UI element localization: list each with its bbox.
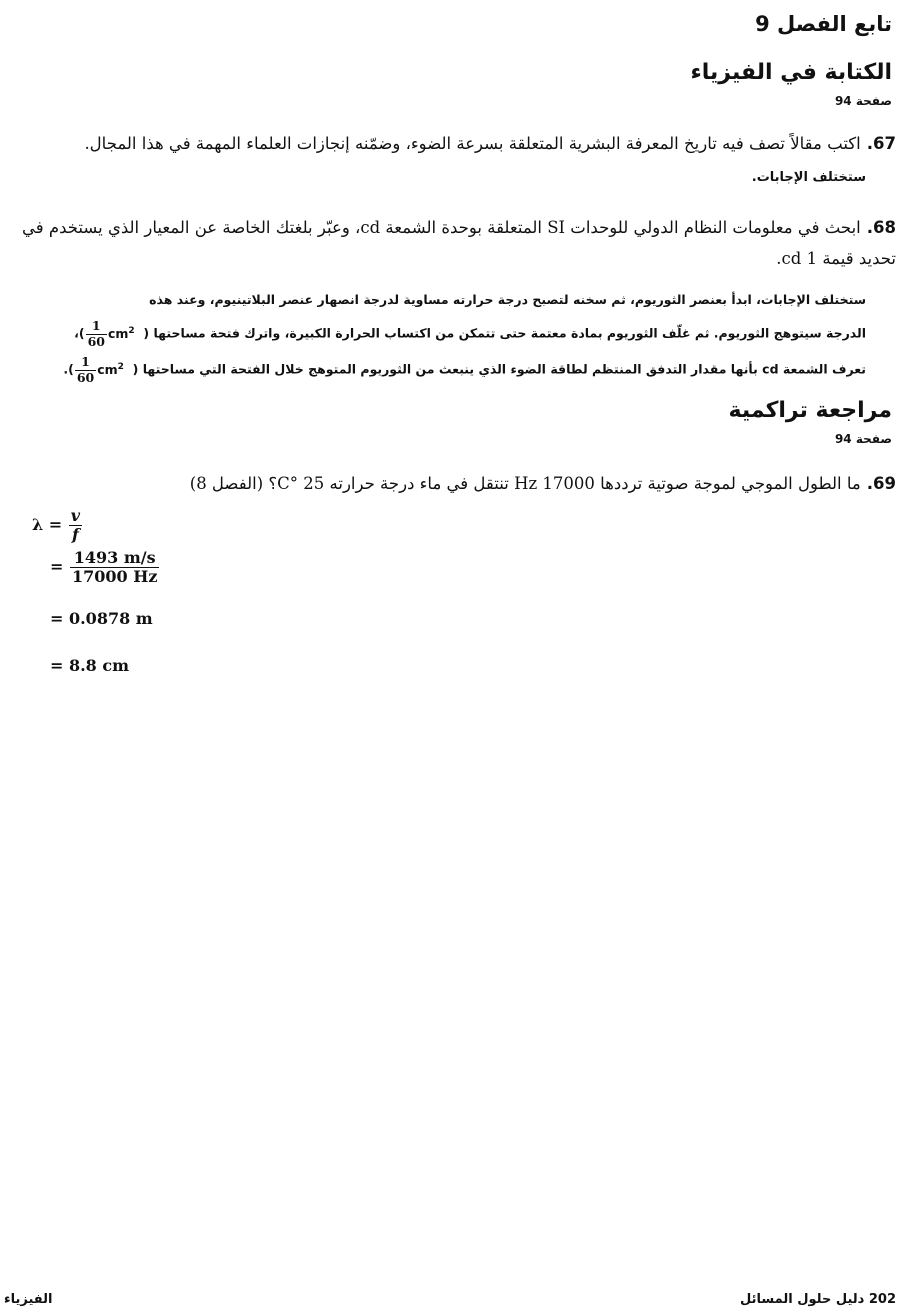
section-title-review: مراجعة تراكمية bbox=[728, 398, 892, 423]
question-69 bbox=[6, 468, 896, 499]
page-number: 202 bbox=[868, 1292, 896, 1307]
equation-result-cm: = 8.8 cm bbox=[50, 656, 130, 675]
answer-68-line-3 bbox=[63, 356, 866, 384]
answer-68-line-1: ستختلف الإجابات، ابدأ بعنصر الثوريوم، ثم سخنه لتصبح درجة حرارته مساوية لدرجة انصهار عنصر البلاتينيوم، وعند هذه bbox=[149, 292, 866, 307]
answer-68-line-2 bbox=[74, 320, 866, 348]
footer-book bbox=[740, 1292, 896, 1307]
v-over-f: $\frac{v}{f}$ bbox=[70, 506, 81, 544]
question-68-number: 68. bbox=[866, 218, 896, 237]
section-page-ref-review: صفحة 94 bbox=[834, 432, 892, 446]
fraction: $\frac{1}{60}$ bbox=[87, 318, 105, 349]
question-67 bbox=[6, 128, 896, 159]
footer-subject: الفيزياء bbox=[4, 1292, 53, 1307]
fraction: $\frac{1}{60}$ bbox=[76, 354, 95, 385]
area-expression: $\frac{1}{60}$ $cm^2$ bbox=[87, 318, 135, 349]
question-68-text: ابحث في معلومات النظام الدولي للوحدات SI المتعلقة بوحدة الشمعة cd، وعبّر بلغتك الخاصة عن المعيار الذي يستخدم في تحديد قيمة 1 cd. bbox=[22, 218, 896, 268]
answer-68-line-3-text: تعرف الشمعة cd بأنها مقدار التدفق المنتظم لطاقة الضوء الذي ينبعث من الثوريوم المتوهج خلال الفتحة التي مساحتها ( bbox=[132, 361, 866, 377]
question-67-number: 67. bbox=[866, 134, 896, 153]
chapter-title: تابع الفصل 9 bbox=[755, 12, 892, 36]
equation-substitution: = $\frac{1493 m/s}{17000 Hz}$ bbox=[50, 548, 158, 586]
question-68 bbox=[0, 212, 896, 274]
answer-68-line-3-end: ). bbox=[63, 361, 74, 377]
equation-result-m: = 0.0878 m bbox=[50, 609, 153, 628]
question-69-text: ما الطول الموجي لموجة صوتية ترددها 17000 Hz تنتقل في ماء درجة حرارته 25 °C؟ (الفصل 8) bbox=[189, 474, 861, 493]
answer-68-line-2-end: )، bbox=[74, 325, 85, 341]
question-67-text: اكتب مقالاً تصف فيه تاريخ المعرفة البشرية المتعلقة بسرعة الضوء، وضمّنه إنجازات العلماء المهمة في هذا المجال. bbox=[84, 134, 861, 153]
answer-67: ستختلف الإجابات. bbox=[751, 170, 866, 185]
area-expression: $\frac{1}{60}$ $cm^2$ bbox=[76, 354, 124, 385]
book-title: دليل حلول المسائل bbox=[740, 1292, 865, 1307]
question-69-number: 69. bbox=[866, 474, 896, 493]
answer-68-line-2-text: الدرجة سيتوهج الثوريوم. ثم غلّف الثوريوم بمادة معتمة حتى تتمكن من اكتساب الحرارة الكبيرة، واترك فتحة مساحتها ( bbox=[143, 325, 866, 341]
equation-wavelength: λ = $\frac{v}{f}$ bbox=[32, 506, 81, 544]
substitution-fraction: $\frac{1493 m/s}{17000 Hz}$ bbox=[71, 548, 158, 586]
section-title-writing: الكتابة في الفيزياء bbox=[690, 60, 892, 85]
section-page-ref-writing: صفحة 94 bbox=[834, 94, 892, 108]
